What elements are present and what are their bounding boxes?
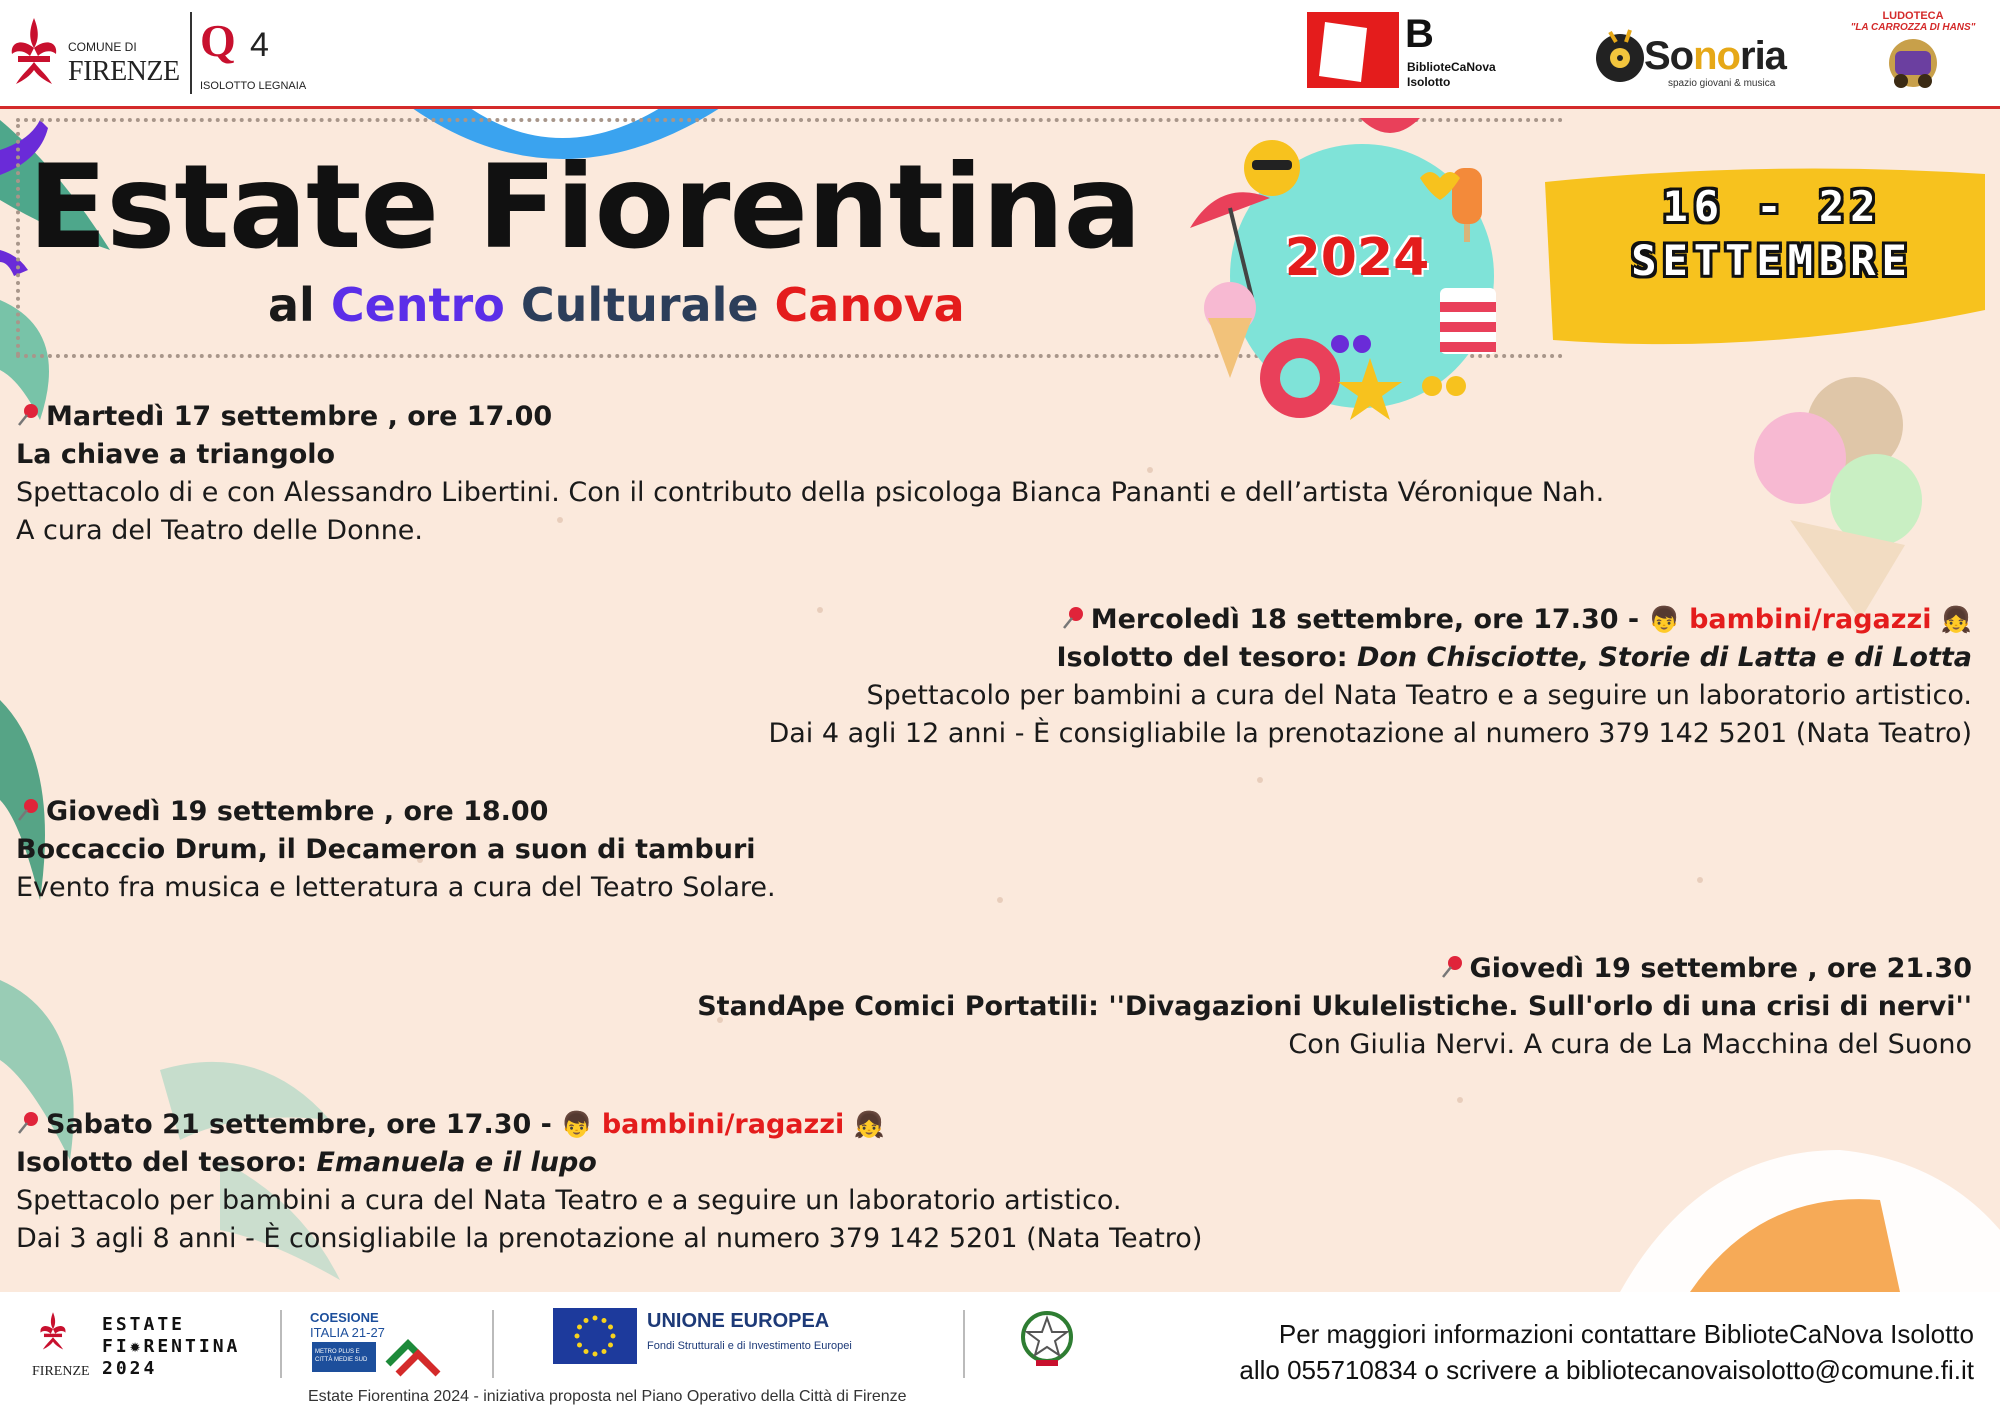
event-dates-month: SETTEMBRE: [1631, 236, 1913, 285]
estate-fiorentina-wordmark: ESTATE FI✹RENTINA 2024: [102, 1314, 241, 1379]
bibliotecanova-place: Isolotto: [1407, 75, 1451, 89]
event-year: 2024: [1284, 228, 1430, 288]
event-audience: bambini/ragazzi: [1689, 604, 1932, 635]
event-date-time: Sabato 21 settembre, ore 17.30 - 👦 bambini/ragazzi 👧: [16, 1106, 1202, 1144]
event-date-time: Giovedì 19 settembre , ore 21.30: [697, 950, 1972, 988]
footer-separator: [963, 1310, 965, 1378]
dotted-border-left: [16, 124, 20, 356]
comune-label: COMUNE DI: [68, 40, 137, 54]
vinyl-record-icon: [1590, 28, 1650, 88]
eu-subtitle: Fondi Strutturali e di Investimento Europei: [647, 1340, 852, 1352]
event-item: [697, 950, 1972, 1064]
florentine-lily-icon: [8, 14, 60, 92]
event-description: Spettacolo per bambini a cura del Nata Teatro e a seguire un laboratorio artistico.: [16, 1185, 1122, 1216]
event-item: [16, 793, 776, 907]
bibliotecanova-logo: [1305, 10, 1505, 92]
event-organizer: A cura del Teatro delle Donne.: [16, 515, 424, 546]
pushpin-icon: [16, 797, 42, 823]
coesione-period: ITALIA 21-27: [310, 1325, 385, 1340]
event-description: Spettacolo di e con Alessandro Libertini. Con il contributo della psicologa Bianca Pananti e dell’artista Véronique Nah.: [16, 477, 1605, 508]
comune-city: FIRENZE: [68, 56, 180, 87]
event-description: Con Giulia Nervi. A cura de La Macchina del Suono: [1288, 1029, 1972, 1060]
boy-emoji-icon: 👦: [561, 1110, 593, 1139]
footer-separator: [492, 1310, 494, 1378]
event-item: [768, 601, 1972, 753]
quartiere-name: ISOLOTTO LEGNAIA: [200, 80, 307, 92]
bibliotecanova-mark-icon: [1305, 10, 1401, 90]
event-description: Evento fra musica e letteratura a cura del Teatro Solare.: [16, 872, 776, 903]
carriage-icon: [1881, 37, 1945, 93]
girl-emoji-icon: 👧: [853, 1110, 885, 1139]
ludoteca-name: "LA CARROZZA DI HANS": [1850, 22, 1976, 33]
contact-info: [1034, 1316, 1974, 1388]
sonoria-tagline: spazio giovani & musica: [1668, 78, 1776, 89]
event-item: [16, 398, 1604, 550]
coesione-arrows-icon: [384, 1328, 444, 1378]
event-booking-info: Dai 4 agli 12 anni - È consigliabile la prenotazione al numero 379 142 5201 (Nata Teatro): [768, 718, 1972, 749]
event-description: Spettacolo per bambini a cura del Nata Teatro e a seguire un laboratorio artistico.: [866, 680, 1972, 711]
event-item: [16, 1106, 1202, 1258]
sonoria-wordmark: Sonoria: [1644, 34, 1786, 78]
quartiere-number: 4: [250, 26, 269, 64]
header-divider: [0, 106, 2000, 109]
quartiere-logo: [200, 14, 320, 96]
event-title: Isolotto del tesoro: Emanuela e il lupo: [16, 1147, 597, 1178]
coesione-program: METRO PLUS E CITTÀ MEDIE SUD: [312, 1342, 376, 1372]
florentine-lily-icon: [38, 1310, 68, 1354]
sonoria-logo: [1590, 14, 1786, 94]
unione-europea-logo: [553, 1308, 913, 1378]
pushpin-icon: [1440, 954, 1466, 980]
event-dates: [1576, 180, 1968, 288]
eu-title: UNIONE EUROPEA: [647, 1310, 830, 1332]
event-booking-info: Dai 3 agli 8 anni - È consigliabile la prenotazione al numero 379 142 5201 (Nata Teatro): [16, 1223, 1203, 1254]
event-title: Isolotto del tesoro: Don Chisciotte, Storie di Latta e di Lotta: [1056, 642, 1972, 673]
event-audience: bambini/ragazzi: [601, 1109, 845, 1140]
comune-firenze-logo: [8, 14, 188, 92]
boy-emoji-icon: 👦: [1648, 605, 1680, 634]
pushpin-icon: [1061, 605, 1087, 631]
contact-line: allo 055710834 o scrivere a bibliotecanovaisolotto@comune.fi.it: [1239, 1355, 1974, 1385]
footer-note: Estate Fiorentina 2024 - iniziativa proposta nel Piano Operativo della Città di Firenze: [308, 1388, 907, 1405]
girl-emoji-icon: 👧: [1940, 605, 1972, 634]
ludoteca-label: LUDOTECA: [1882, 10, 1944, 22]
pushpin-icon: [16, 1110, 42, 1136]
coesione-title: COESIONE: [310, 1310, 379, 1325]
coesione-italia-logo: [308, 1310, 448, 1380]
footer: [0, 1292, 2000, 1414]
event-dates-range: 16 - 22: [1662, 182, 1882, 231]
ludoteca-logo: [1838, 10, 1988, 100]
pushpin-icon: [16, 402, 42, 428]
event-date-time: Martedì 17 settembre , ore 17.00: [16, 398, 1604, 436]
page-title: Estate Fiorentina: [28, 140, 1141, 275]
estate-fiorentina-logo: [16, 1310, 256, 1380]
event-title: StandApe Comici Portatili: ''Divagazioni Ukulelistiche. Sull'orlo di una crisi di nervi'': [697, 991, 1972, 1022]
bibliotecanova-name: BiblioteCaNova: [1407, 60, 1496, 74]
event-title: Boccaccio Drum, il Decameron a suon di tamburi: [16, 834, 756, 865]
contact-line: Per maggiori informazioni contattare BiblioteCaNova Isolotto: [1278, 1319, 1974, 1349]
page-subtitle: al Centro Culturale Canova: [268, 278, 965, 332]
event-title: La chiave a triangolo: [16, 439, 336, 470]
event-date-time: Giovedì 19 settembre , ore 18.00: [16, 793, 776, 831]
quartiere-letter: Q: [200, 15, 236, 66]
logo-separator: [190, 12, 192, 94]
estate-fiorentina-city: FIRENZE: [32, 1364, 90, 1379]
eu-flag-icon: [553, 1308, 637, 1364]
event-date-time: Mercoledì 18 settembre, ore 17.30 - 👦 bambini/ragazzi 👧: [768, 601, 1972, 639]
footer-separator: [280, 1310, 282, 1378]
bibliotecanova-letter: B: [1405, 12, 1434, 56]
